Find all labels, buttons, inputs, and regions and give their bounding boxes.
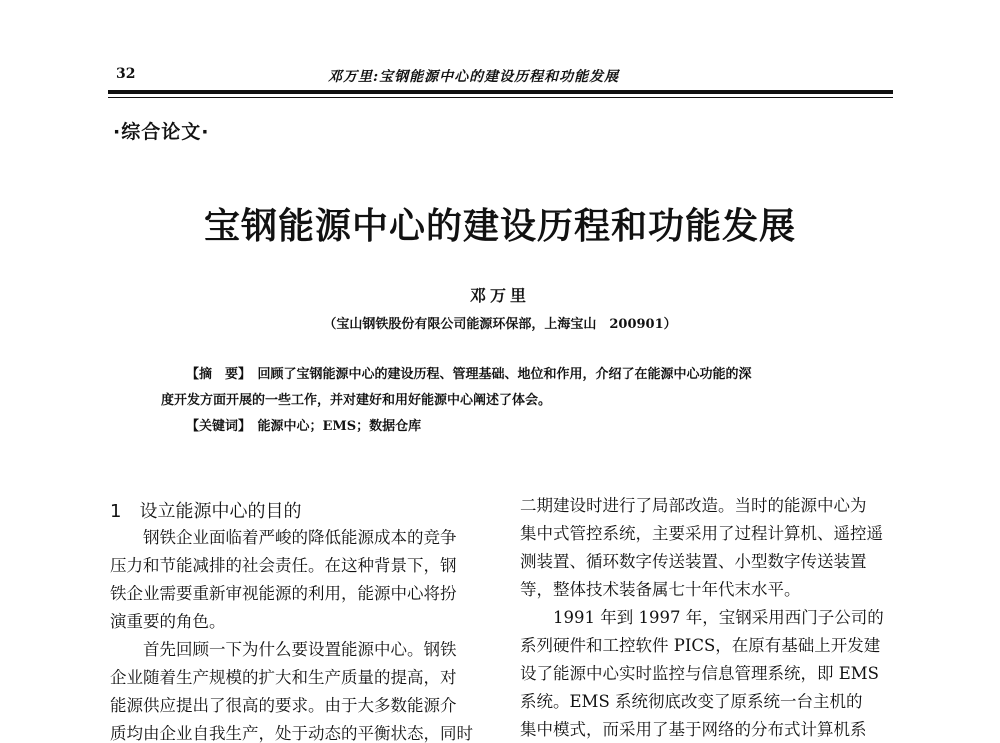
right-col-line: 集中式管控系统，主要采用了过程计算机、遥控遥 bbox=[520, 524, 883, 543]
keywords: 【关键词】 能源中心；EMS；数据仓库 bbox=[186, 419, 422, 434]
right-col-line: 集中模式，而采用了基于网络的分布式计算机系 bbox=[520, 720, 867, 739]
section-label: ·综合论文· bbox=[113, 121, 210, 143]
left-col-line: 压力和节能减排的社会责任。在这种背景下，钢 bbox=[110, 556, 457, 575]
right-col-line: 测装置、循环数字传送装置、小型数字传送装置 bbox=[520, 552, 867, 571]
left-col-line: 钢铁企业面临着严峻的降低能源成本的竞争 bbox=[143, 528, 457, 547]
affiliation: （宝山钢铁股份有限公司能源环保部，上海宝山 200901） bbox=[323, 317, 677, 332]
right-col-line: 系统。EMS 系统彻底改变了原系统一台主机的 bbox=[520, 692, 863, 711]
left-col-line: 铁企业需要重新审视能源的利用，能源中心将扮 bbox=[110, 584, 457, 603]
left-col-line: 企业随着生产规模的扩大和生产质量的提高，对 bbox=[110, 668, 457, 687]
right-col-line: 二期建设时进行了局部改造。当时的能源中心为 bbox=[520, 496, 867, 515]
header-rule-thin bbox=[108, 97, 893, 98]
abstract-line-2: 度开发方面开展的一些工作，并对建好和用好能源中心阐述了体会。 bbox=[161, 393, 552, 408]
left-col-line: 演重要的角色。 bbox=[110, 612, 226, 631]
paper-title: 宝钢能源中心的建设历程和功能发展 bbox=[203, 205, 796, 247]
right-col-line: 系列硬件和工控软件 PICS，在原有基础上开发建 bbox=[520, 636, 881, 655]
header-rule-thick bbox=[108, 90, 893, 94]
author: 邓万里 bbox=[469, 286, 530, 305]
section-1-heading: 1 设立能源中心的目的 bbox=[110, 501, 302, 522]
right-col-line: 1991 年到 1997 年，宝钢采用西门子公司的 bbox=[553, 608, 884, 627]
right-col-line: 设了能源中心实时监控与信息管理系统，即 EMS bbox=[520, 664, 879, 683]
page-number: 32 bbox=[116, 66, 136, 82]
right-col-line: 等，整体技术装备属七十年代末水平。 bbox=[520, 580, 801, 599]
left-col-line: 能源供应提出了很高的要求。由于大多数能源介 bbox=[110, 696, 457, 715]
left-col-line: 质均由企业自我生产，处于动态的平衡状态，同时 bbox=[110, 724, 473, 743]
abstract-line-1: 【摘 要】 回顾了宝钢能源中心的建设历程、管理基础、地位和作用，介绍了在能源中心功能的深 bbox=[186, 367, 752, 382]
left-col-line: 首先回顾一下为什么要设置能源中心。钢铁 bbox=[143, 640, 457, 659]
running-header: 邓万里:宝钢能源中心的建设历程和功能发展 bbox=[328, 69, 620, 85]
